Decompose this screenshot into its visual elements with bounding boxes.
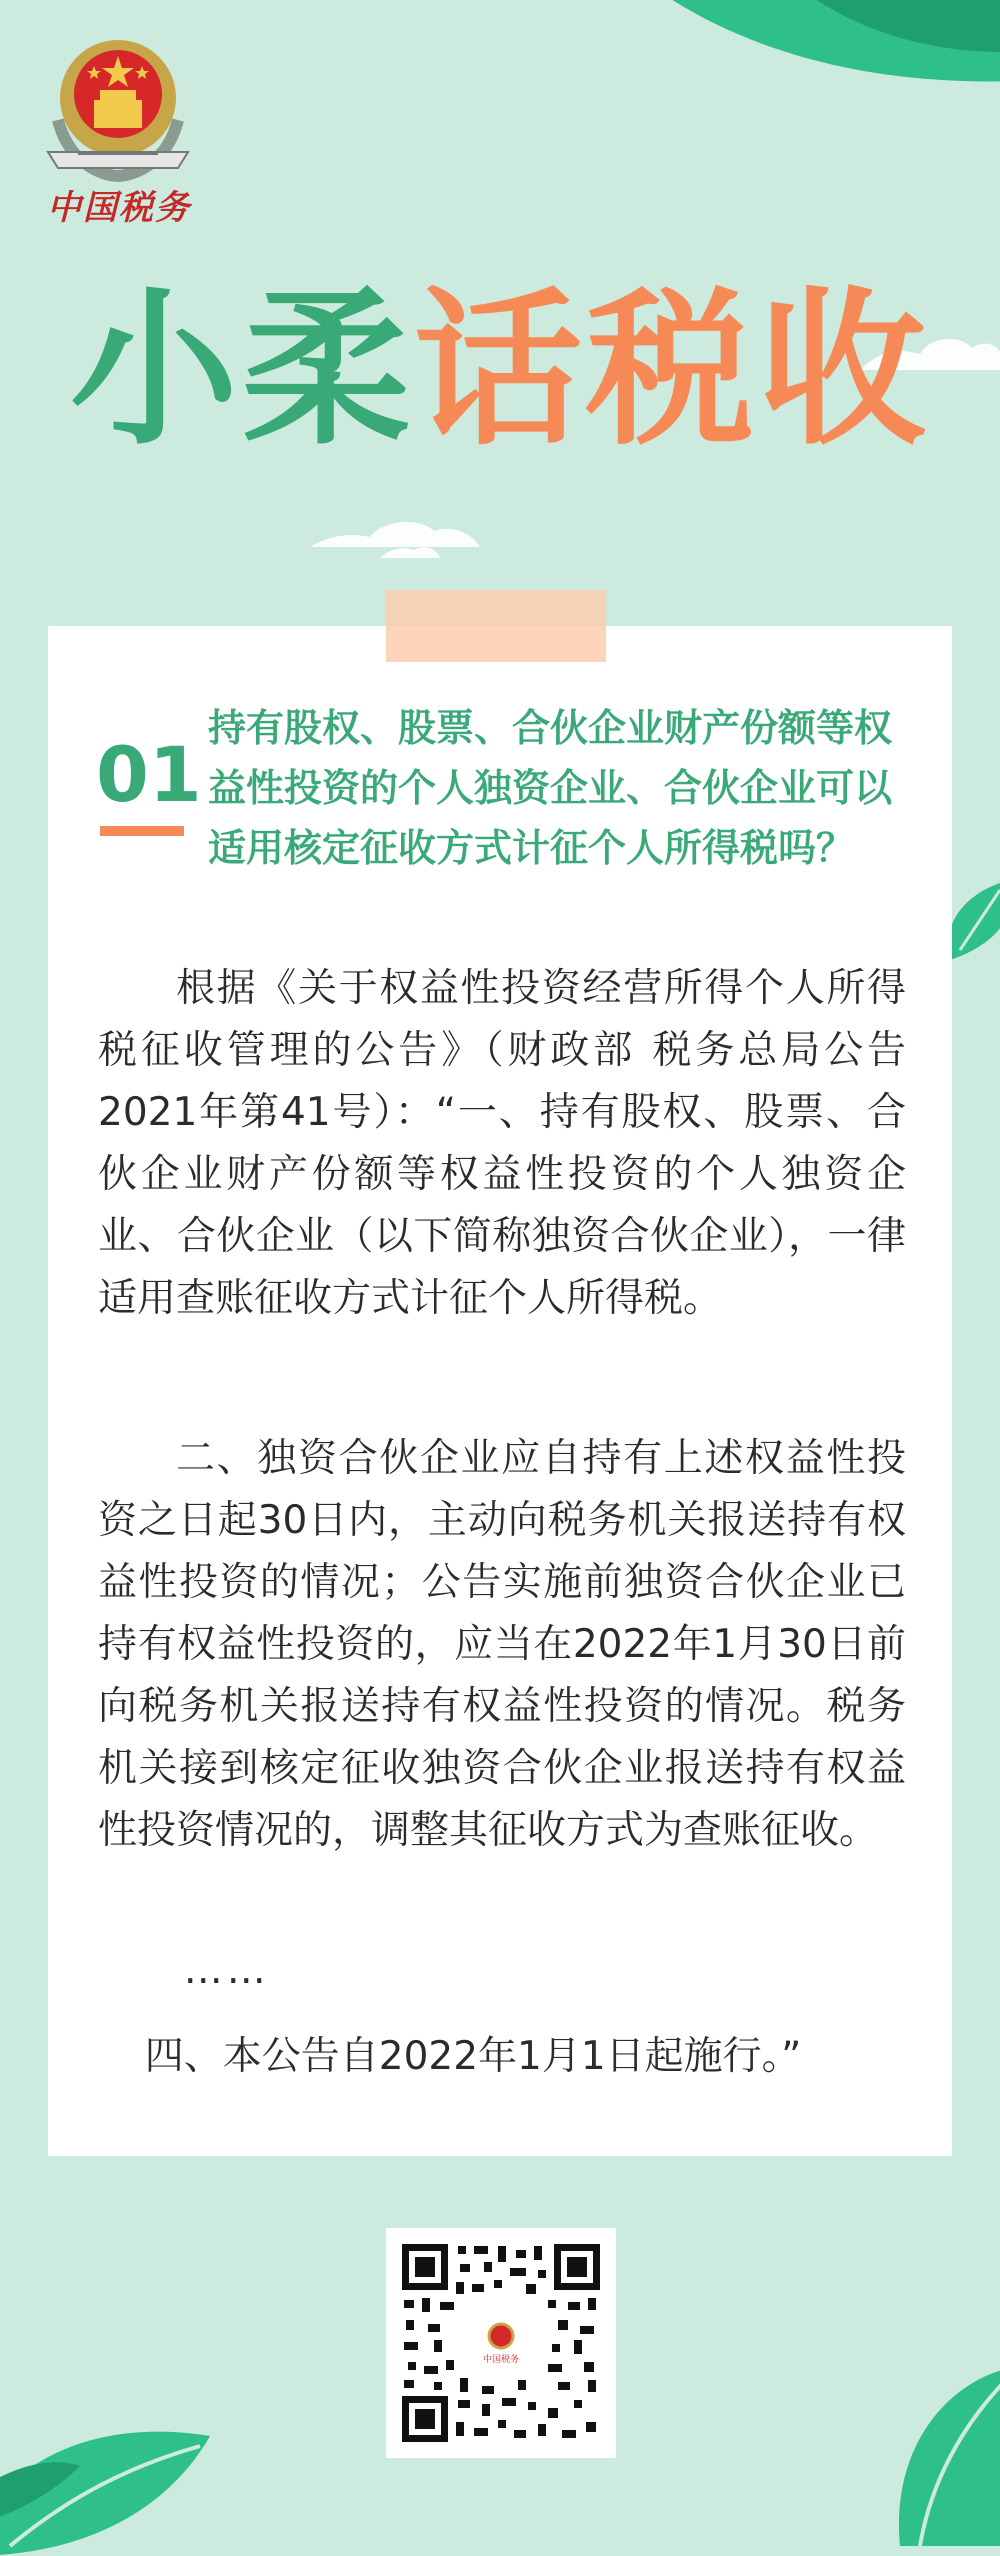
title-part-orange: 话税收 bbox=[414, 272, 930, 468]
question-text: 持有股权、股票、合伙企业财产份额等权益性投资的个人独资企业、合伙企业可以适用核定征收方式计征个人所得税吗？ bbox=[208, 706, 893, 870]
leaf-decoration-top-right bbox=[610, 0, 1000, 130]
emblem-caption: 中国税务 bbox=[47, 188, 191, 228]
answer-paragraph-1: 根据《关于权益性投资经营所得个人所得税征收管理的公告》（财政部 税务总局公告2021年第41号）：“一、持有股权、股票、合伙企业财产份额等权益性投资的个人独资企业、合伙企业（以下简称独资合伙企业），一律适用查账征收方式计征个人所得税。 bbox=[98, 966, 906, 1321]
answer-paragraph-2: 二、独资合伙企业应自持有上述权益性投资之日起30日内，主动向税务机关报送持有权益性投资的情况；公告实施前独资合伙企业已持有权益性投资的，应当在2022年1月30日前向税务机关报送持有权益性投资的情况。税务机关接到核定征收独资合伙企业报送持有权益性投资情况的，调整其征收方式为查账征收。 bbox=[98, 1436, 906, 1853]
page-title bbox=[0, 270, 1000, 470]
leaf-decoration-bottom-right bbox=[870, 2346, 1000, 2546]
title-part-green: 小柔 bbox=[70, 272, 414, 468]
question-number: 01 bbox=[96, 730, 202, 819]
cloud-decoration bbox=[380, 540, 440, 558]
leaf-decoration-bottom-left bbox=[0, 2376, 230, 2556]
answer-paragraph-4: 四、本公告自2022年1月1日起施行。” bbox=[144, 2034, 802, 2079]
answer-ellipsis: …… bbox=[183, 1948, 270, 1993]
qr-center-caption: 中国税务 bbox=[482, 2355, 520, 2365]
tape-decoration bbox=[386, 590, 606, 662]
question-number-underline bbox=[100, 826, 184, 836]
qr-code[interactable] bbox=[398, 2240, 604, 2446]
tax-emblem-logo bbox=[38, 30, 198, 200]
